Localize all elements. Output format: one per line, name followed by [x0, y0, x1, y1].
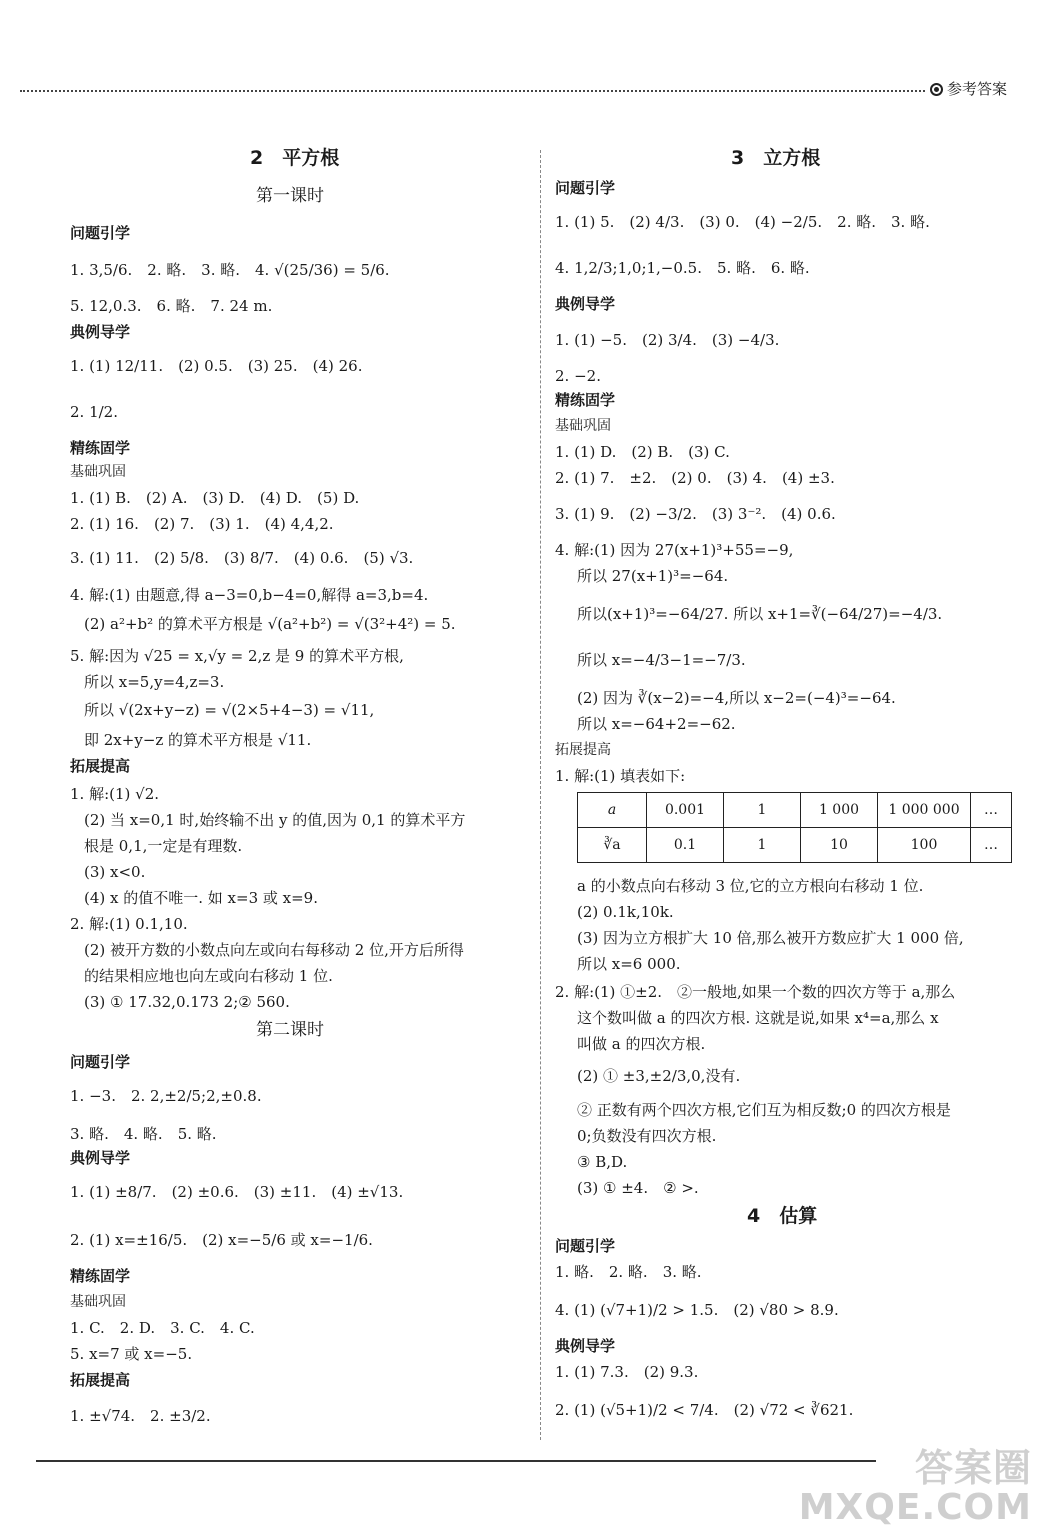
section-heading: 问题引学 [70, 224, 131, 242]
answer-line: 5. 12,0.3. 6. 略. 7. 24 m. [70, 297, 273, 315]
table-row [578, 793, 1012, 828]
answer-line: 1. (1) 12/11. (2) 0.5. (3) 25. (4) 26. [70, 357, 363, 375]
section-heading: 典例导学 [555, 1337, 616, 1355]
answer-line: 2. (1) 16. (2) 7. (3) 1. (4) 4,4,2. [70, 515, 334, 533]
answer-line: 2. (1) x=±16/5. (2) x=−5/6 或 x=−1/6. [70, 1231, 373, 1249]
answer-line: 3. 略. 4. 略. 5. 略. [70, 1125, 217, 1143]
answer-line: (3) ① 17.32,0.173 2;② 560. [84, 993, 290, 1011]
column-divider [540, 150, 541, 1440]
table-cell: 1 [724, 828, 801, 863]
answer-line: 4. 解:(1) 因为 27(x+1)³+55=−9, [555, 541, 794, 559]
watermark-logo [799, 1448, 1032, 1528]
table-cell: ∛a [578, 828, 647, 863]
section-heading: 典例导学 [555, 295, 616, 313]
answer-line: 1. (1) 5. (2) 4/3. (3) 0. (4) −2/5. 2. 略. 3. 略. [555, 213, 930, 231]
answer-line: a 的小数点向右移动 3 位,它的立方根向右移动 1 位. [577, 877, 924, 895]
answer-line: 即 2x+y−z 的算术平方根是 √11. [84, 731, 312, 749]
answer-line: ② 正数有两个四次方根,它们互为相反数;0 的四次方根是 [577, 1101, 951, 1119]
table-cell: 1 000 [801, 793, 878, 828]
answer-line: 2. 1/2. [70, 403, 118, 421]
answer-line: 的结果相应地也向左或向右移动 1 位. [84, 967, 333, 985]
section-heading: 拓展提高 [70, 1371, 131, 1389]
section-heading: 典例导学 [70, 1149, 131, 1167]
table-cell: 1 [724, 793, 801, 828]
answer-line: 4. (1) (√7+1)/2 > 1.5. (2) √80 > 8.9. [555, 1301, 839, 1319]
answer-line: (3) x<0. [84, 863, 146, 881]
section-heading: 拓展提高 [70, 757, 131, 775]
answer-line: 5. 解:因为 √25 = x,√y = 2,z 是 9 的算术平方根, [70, 647, 404, 665]
section-heading: 问题引学 [555, 1237, 616, 1255]
answer-line: 叫做 a 的四次方根. [577, 1035, 706, 1053]
section-title-square-root: 2 平方根 [250, 147, 340, 169]
table-row [578, 828, 1012, 863]
section-heading: 问题引学 [555, 179, 616, 197]
table-cell: 0.001 [647, 793, 724, 828]
table-cell: … [971, 828, 1012, 863]
answer-line: 1. (1) B. (2) A. (3) D. (4) D. (5) D. [70, 489, 360, 507]
section-heading: 精练固学 [70, 439, 131, 457]
section-heading: 精练固学 [70, 1267, 131, 1285]
answer-line: 这个数叫做 a 的四次方根. 这就是说,如果 x⁴=a,那么 x [577, 1009, 939, 1027]
section-heading: 基础巩固 [70, 1294, 126, 1310]
answer-line: 1. 解:(1) √2. [70, 785, 160, 803]
answer-line: 5. x=7 或 x=−5. [70, 1345, 193, 1363]
section-heading: 精练固学 [555, 391, 616, 409]
table-cell: 10 [801, 828, 878, 863]
target-icon [930, 83, 943, 96]
watermark-line1: 答案圈 [914, 1446, 1032, 1490]
lesson-title-2: 第二课时 [256, 1020, 324, 1040]
section-title-estimation: 4 估算 [747, 1205, 818, 1227]
answer-line: 所以 √(2x+y−z) = √(2×5+4−3) = √11, [84, 701, 375, 719]
answer-line: 1. C. 2. D. 3. C. 4. C. [70, 1319, 255, 1337]
answer-line: (2) 0.1k,10k. [577, 903, 674, 921]
answer-line: 2. (1) 7. ±2. (2) 0. (3) 4. (4) ±3. [555, 469, 835, 487]
watermark-line2: MXQE.COM [798, 1487, 1032, 1528]
section-heading: 问题引学 [70, 1053, 131, 1071]
answer-line: 根是 0,1,一定是有理数. [84, 837, 243, 855]
answer-line: 1. 3,5/6. 2. 略. 3. 略. 4. √(25/36) = 5/6. [70, 261, 390, 279]
answer-line: 2. 解:(1) 0.1,10. [70, 915, 188, 933]
answer-line: 4. 1,2/3;1,0;1,−0.5. 5. 略. 6. 略. [555, 259, 810, 277]
answer-line: 1. (1) ±8/7. (2) ±0.6. (3) ±11. (4) ±√13. [70, 1183, 404, 1201]
answer-line: (3) 因为立方根扩大 10 倍,那么被开方数应扩大 1 000 倍, [577, 929, 964, 947]
answer-line: 所以 x=−4/3−1=−7/3. [577, 651, 746, 669]
table-cell: 1 000 000 [878, 793, 971, 828]
answer-line: 0;负数没有四次方根. [577, 1127, 717, 1145]
answer-line: 2. 解:(1) ①±2. ②一般地,如果一个数的四次方等于 a,那么 [555, 983, 956, 1001]
answer-line: 所以 x=6 000. [577, 955, 681, 973]
answer-line: 1. 略. 2. 略. 3. 略. [555, 1263, 702, 1281]
answer-line: (2) 因为 ∛(x−2)=−4,所以 x−2=(−4)³=−64. [577, 689, 896, 707]
answer-line: 3. (1) 9. (2) −3/2. (3) 3⁻². (4) 0.6. [555, 505, 836, 523]
header-label-text: 参考答案 [947, 80, 1008, 98]
section-heading: 基础巩固 [555, 418, 611, 434]
section-heading: 基础巩固 [70, 464, 126, 480]
answer-line: 1. (1) D. (2) B. (3) C. [555, 443, 730, 461]
answer-line: 2. −2. [555, 367, 601, 385]
answer-line: 1. (1) 7.3. (2) 9.3. [555, 1363, 699, 1381]
answer-line: 3. (1) 11. (2) 5/8. (3) 8/7. (4) 0.6. (5) √3. [70, 549, 414, 567]
answer-line: (2) a²+b² 的算术平方根是 √(a²+b²) = √(3²+4²) = 5. [84, 615, 456, 633]
cube-root-table [577, 792, 1012, 863]
answer-line: (2) 当 x=0,1 时,始终输不出 y 的值,因为 0,1 的算术平方 [84, 811, 466, 829]
answer-line: 所以(x+1)³=−64/27. 所以 x+1=∛(−64/27)=−4/3. [577, 605, 943, 623]
section-heading: 拓展提高 [555, 742, 611, 758]
answer-line: (2) ① ±3,±2/3,0,没有. [577, 1067, 741, 1085]
answer-line: (4) x 的值不唯一. 如 x=3 或 x=9. [84, 889, 318, 907]
answer-line: (3) ① ±4. ② >. [577, 1179, 699, 1197]
section-title-cube-root: 3 立方根 [731, 147, 821, 169]
answer-line: 1. 解:(1) 填表如下: [555, 767, 686, 785]
lesson-title-1: 第一课时 [256, 186, 324, 206]
answer-line: 所以 27(x+1)³=−64. [577, 567, 729, 585]
answer-line: 所以 x=−64+2=−62. [577, 715, 736, 733]
answer-line: 所以 x=5,y=4,z=3. [84, 673, 225, 691]
table-cell: a [578, 793, 647, 828]
table-cell: 100 [878, 828, 971, 863]
section-heading: 典例导学 [70, 323, 131, 341]
header-label [930, 78, 1007, 99]
answer-line: ③ B,D. [577, 1153, 628, 1171]
answer-line: 1. −3. 2. 2,±2/5;2,±0.8. [70, 1087, 262, 1105]
table-cell: … [971, 793, 1012, 828]
table-cell: 0.1 [647, 828, 724, 863]
answer-line: 1. (1) −5. (2) 3/4. (3) −4/3. [555, 331, 780, 349]
footer-rule [36, 1460, 876, 1462]
answer-line: (2) 被开方数的小数点向左或向右每移动 2 位,开方后所得 [84, 941, 464, 959]
answer-line: 4. 解:(1) 由题意,得 a−3=0,b−4=0,解得 a=3,b=4. [70, 586, 429, 604]
header-dotted-rule [20, 90, 925, 92]
answer-line: 2. (1) (√5+1)/2 < 7/4. (2) √72 < ∛621. [555, 1401, 854, 1419]
answer-line: 1. ±√74. 2. ±3/2. [70, 1407, 211, 1425]
